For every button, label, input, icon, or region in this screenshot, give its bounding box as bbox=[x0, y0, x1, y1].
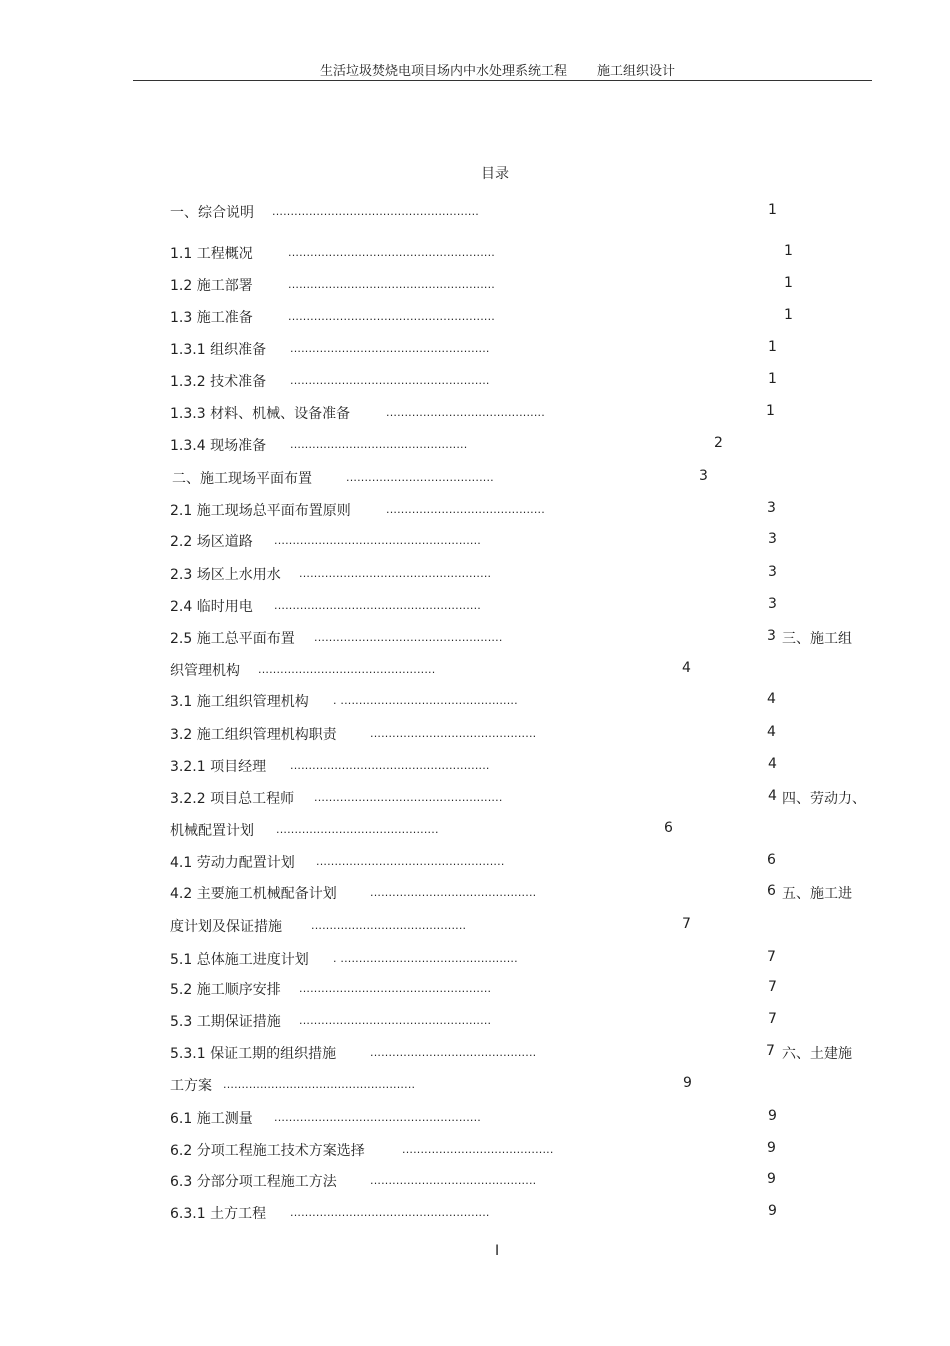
toc-entry-leader: ........................................................ bbox=[274, 534, 482, 547]
toc-entry-label: 1.3 施工准备 bbox=[170, 310, 253, 326]
toc-entry-page: 9 bbox=[768, 1203, 777, 1219]
toc-entry-page: 7 bbox=[768, 979, 777, 995]
toc-entry-leader: . ................................................ bbox=[333, 694, 518, 707]
toc-entry[interactable] bbox=[0, 371, 950, 391]
toc-entry-label: 6.1 施工测量 bbox=[170, 1111, 253, 1127]
toc-entry-leader: ........................................................ bbox=[288, 246, 496, 259]
toc-entry[interactable] bbox=[0, 852, 950, 872]
toc-entry-continuation: 六、土建施 bbox=[782, 1046, 852, 1062]
toc-entry-leader: .................................................... bbox=[299, 982, 492, 995]
toc-entry-leader: ............................................. bbox=[370, 1046, 537, 1059]
toc-entry-label: 5.3.1 保证工期的组织措施 bbox=[170, 1046, 337, 1062]
toc-entry[interactable] bbox=[0, 628, 950, 648]
toc-entry[interactable] bbox=[0, 788, 950, 808]
toc-entry[interactable] bbox=[0, 916, 950, 936]
toc-entry-continuation: 四、劳动力、 bbox=[782, 791, 866, 807]
toc-entry[interactable] bbox=[0, 596, 950, 616]
toc-entry-page: 7 bbox=[766, 1043, 775, 1059]
toc-entry-label: 2.4 临时用电 bbox=[170, 599, 253, 615]
toc-entry-leader: ........................................... bbox=[386, 406, 545, 419]
toc-entry-label: 1.3.1 组织准备 bbox=[170, 342, 267, 358]
toc-entry-page: 3 bbox=[767, 628, 776, 644]
toc-entry-page: 1 bbox=[768, 339, 777, 355]
toc-entry-leader: ........................................................ bbox=[274, 1111, 482, 1124]
toc-entry-leader: ......................................... bbox=[402, 1143, 554, 1156]
toc-entry-label: 6.2 分项工程施工技术方案选择 bbox=[170, 1143, 365, 1159]
toc-entry-label: 度计划及保证措施 bbox=[170, 919, 282, 935]
toc-entry-label: 1.2 施工部署 bbox=[170, 278, 253, 294]
toc-entry-page: 1 bbox=[784, 275, 793, 291]
toc-entry-leader: .................................................... bbox=[299, 567, 492, 580]
toc-entry-leader: ...................................................... bbox=[290, 759, 490, 772]
toc-entry-leader: ............................................. bbox=[370, 727, 537, 740]
toc-entry[interactable] bbox=[0, 468, 950, 488]
toc-entry-label: 二、施工现场平面布置 bbox=[172, 471, 312, 487]
toc-entry-label: 6.3.1 土方工程 bbox=[170, 1206, 267, 1222]
toc-entry-label: 6.3 分部分项工程施工方法 bbox=[170, 1174, 337, 1190]
toc-entry-page: 7 bbox=[682, 916, 691, 932]
toc-entry[interactable] bbox=[0, 243, 950, 263]
toc-entry[interactable] bbox=[0, 883, 950, 903]
toc-entry-leader: ................................................... bbox=[314, 631, 503, 644]
toc-entry-leader: ............................................ bbox=[276, 823, 439, 836]
toc-entry-page: 3 bbox=[768, 564, 777, 580]
toc-entry-page: 4 bbox=[768, 756, 777, 772]
header-doc-title: 施工组织设计 bbox=[597, 64, 676, 79]
toc-entry-page: 9 bbox=[768, 1108, 777, 1124]
toc-entry-page: 9 bbox=[683, 1075, 692, 1091]
toc-entry-label: 工方案 bbox=[170, 1078, 212, 1094]
toc-entry-label: 机械配置计划 bbox=[170, 823, 254, 839]
toc-entry-label: 1.3.4 现场准备 bbox=[170, 438, 267, 454]
toc-entry-leader: .......................................... bbox=[311, 919, 467, 932]
toc-entry-label: 4.1 劳动力配置计划 bbox=[170, 855, 295, 871]
toc-entry-leader: ........................................... bbox=[386, 503, 545, 516]
toc-entry-leader: ........................................ bbox=[346, 471, 494, 484]
toc-entry-leader: ........................................................ bbox=[274, 599, 482, 612]
toc-entry[interactable] bbox=[0, 949, 950, 969]
toc-entry-label: 1.3.2 技术准备 bbox=[170, 374, 267, 390]
toc-entry-page: 6 bbox=[767, 883, 776, 899]
toc-entry-leader: ........................................................ bbox=[272, 205, 480, 218]
toc-title: 目录 bbox=[481, 166, 509, 182]
toc-entry-leader: ................................................ bbox=[258, 663, 436, 676]
toc-entry[interactable] bbox=[0, 275, 950, 295]
toc-entry-leader: ................................................... bbox=[314, 791, 503, 804]
toc-entry-label: 4.2 主要施工机械配备计划 bbox=[170, 886, 337, 902]
toc-entry[interactable] bbox=[0, 202, 950, 222]
toc-entry[interactable] bbox=[0, 660, 950, 680]
toc-entry-page: 1 bbox=[784, 243, 793, 259]
toc-entry-page: 3 bbox=[699, 468, 708, 484]
toc-entry-label: 2.1 施工现场总平面布置原则 bbox=[170, 503, 351, 519]
toc-entry-page: 4 bbox=[767, 724, 776, 740]
toc-entry[interactable] bbox=[0, 820, 950, 840]
toc-entry-page: 1 bbox=[768, 371, 777, 387]
toc-entry-label: 5.2 施工顺序安排 bbox=[170, 982, 281, 998]
toc-entry-label: 2.5 施工总平面布置 bbox=[170, 631, 295, 647]
toc-entry-continuation: 三、施工组 bbox=[782, 631, 852, 647]
toc-entry[interactable] bbox=[0, 339, 950, 359]
toc-entry-page: 2 bbox=[714, 435, 723, 451]
toc-entry[interactable] bbox=[0, 500, 950, 520]
toc-entry-page: 4 bbox=[682, 660, 691, 676]
toc-entry[interactable] bbox=[0, 1075, 950, 1095]
toc-entry-page: 6 bbox=[767, 852, 776, 868]
toc-entry-page: 3 bbox=[767, 500, 776, 516]
toc-entry-page: 7 bbox=[767, 949, 776, 965]
toc-entry[interactable] bbox=[0, 531, 950, 551]
toc-entry[interactable] bbox=[0, 564, 950, 584]
toc-entry[interactable] bbox=[0, 724, 950, 744]
toc-entry-leader: . ................................................ bbox=[333, 952, 518, 965]
toc-entry[interactable] bbox=[0, 1108, 950, 1128]
toc-entry-page: 6 bbox=[664, 820, 673, 836]
toc-entry-leader: ...................................................... bbox=[290, 374, 490, 387]
toc-entry-page: 3 bbox=[768, 531, 777, 547]
toc-entry-label: 3.2.1 项目经理 bbox=[170, 759, 267, 775]
toc-entry-label: 1.1 工程概况 bbox=[170, 246, 253, 262]
toc-entry-continuation: 五、施工进 bbox=[782, 886, 852, 902]
toc-entry-leader: ............................................. bbox=[370, 886, 537, 899]
toc-entry-page: 4 bbox=[768, 788, 777, 804]
toc-entry-page: 1 bbox=[768, 202, 777, 218]
toc-entry[interactable] bbox=[0, 1171, 950, 1191]
toc-entry-label: 一、综合说明 bbox=[170, 205, 254, 221]
toc-entry-leader: ...................................................... bbox=[290, 342, 490, 355]
toc-entry[interactable] bbox=[0, 1203, 950, 1223]
toc-entry-label: 5.1 总体施工进度计划 bbox=[170, 952, 309, 968]
toc-entry-label: 2.3 场区上水用水 bbox=[170, 567, 281, 583]
toc-entry-leader: .................................................... bbox=[223, 1078, 416, 1091]
toc-entry-page: 9 bbox=[767, 1140, 776, 1156]
toc-entry-leader: ................................................ bbox=[290, 438, 468, 451]
toc-entry-page: 4 bbox=[767, 691, 776, 707]
toc-entry-leader: ............................................. bbox=[370, 1174, 537, 1187]
toc-entry-leader: ........................................................ bbox=[288, 310, 496, 323]
toc-entry-label: 织管理机构 bbox=[170, 663, 240, 679]
toc-entry-label: 3.1 施工组织管理机构 bbox=[170, 694, 309, 710]
toc-entry-label: 3.2.2 项目总工程师 bbox=[170, 791, 295, 807]
toc-entry-label: 2.2 场区道路 bbox=[170, 534, 253, 550]
toc-entry-leader: .................................................... bbox=[299, 1014, 492, 1027]
toc-entry[interactable] bbox=[0, 1140, 950, 1160]
toc-entry-leader: ...................................................... bbox=[290, 1206, 490, 1219]
toc-entry-leader: ................................................... bbox=[316, 855, 505, 868]
toc-entry[interactable] bbox=[0, 756, 950, 776]
toc-entry[interactable] bbox=[0, 691, 950, 711]
toc-entry-label: 3.2 施工组织管理机构职责 bbox=[170, 727, 337, 743]
toc-entry-page: 7 bbox=[768, 1011, 777, 1027]
toc-entry[interactable] bbox=[0, 1043, 950, 1063]
header-project-title: 生活垃圾焚烧电项目场内中水处理系统工程 bbox=[320, 64, 568, 79]
toc-entry[interactable] bbox=[0, 1011, 950, 1031]
toc-entry[interactable] bbox=[0, 403, 950, 423]
toc-entry[interactable] bbox=[0, 435, 950, 455]
toc-entry-page: 1 bbox=[784, 307, 793, 323]
toc-entry[interactable] bbox=[0, 307, 950, 327]
toc-entry-label: 1.3.3 材料、机械、设备准备 bbox=[170, 406, 351, 422]
page-number: I bbox=[495, 1243, 500, 1259]
toc-entry[interactable] bbox=[0, 979, 950, 999]
toc-entry-leader: ........................................................ bbox=[288, 278, 496, 291]
toc-entry-page: 1 bbox=[766, 403, 775, 419]
toc-entry-page: 9 bbox=[767, 1171, 776, 1187]
toc-entry-page: 3 bbox=[768, 596, 777, 612]
toc-entry-label: 5.3 工期保证措施 bbox=[170, 1014, 281, 1030]
